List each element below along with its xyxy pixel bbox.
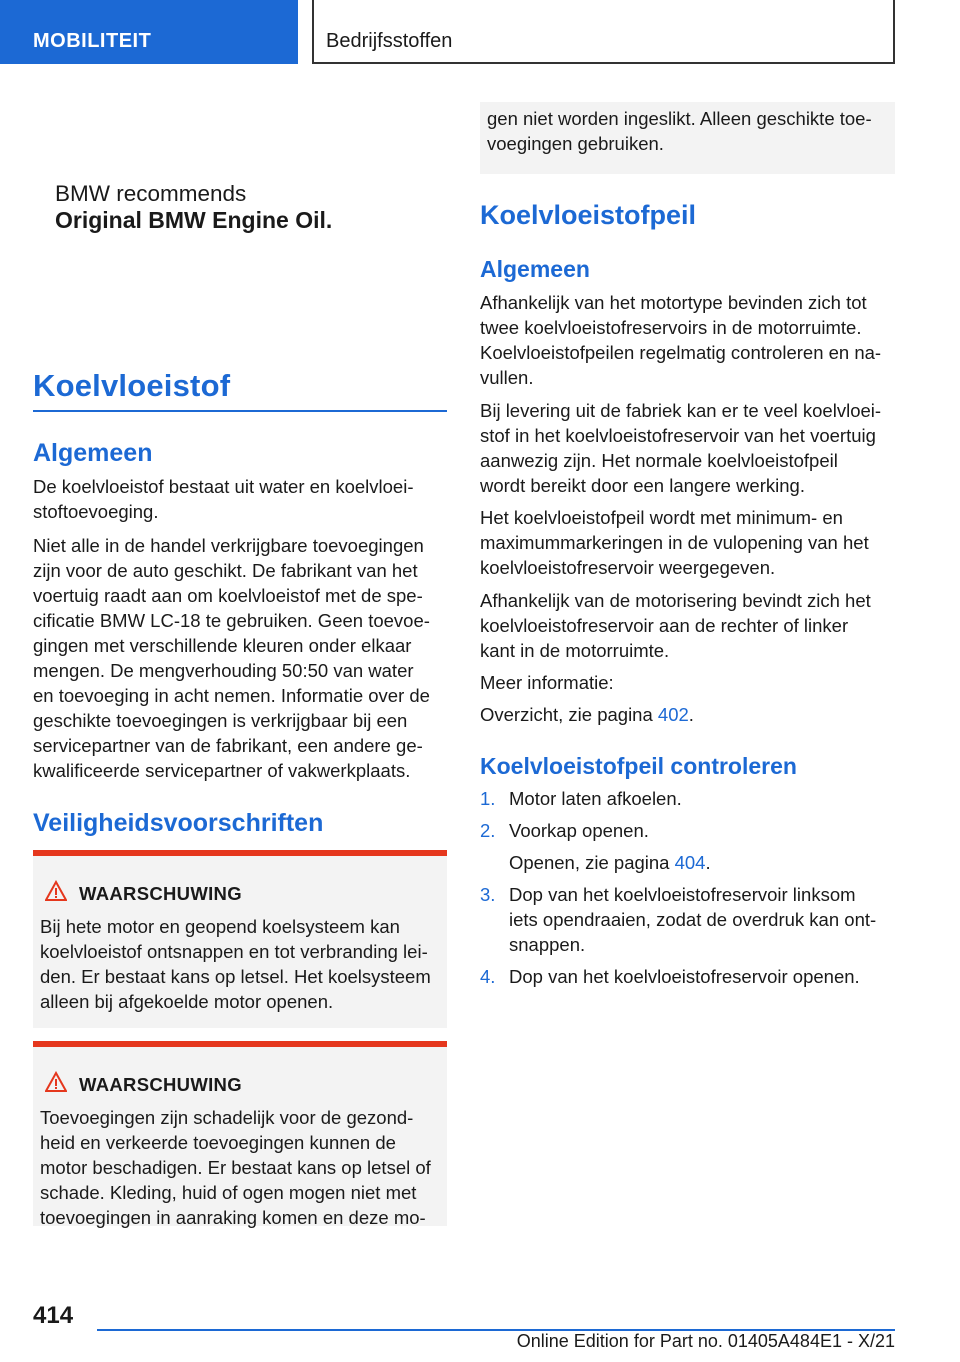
warning-continued-text: gen niet worden ingeslikt. Alleen geschikte toe- voegingen gebruiken. xyxy=(487,108,872,154)
step-text: Voorkap openen. xyxy=(509,820,649,841)
page-link-404[interactable]: 404 xyxy=(674,852,706,873)
paragraph-location: Afhankelijk van de motorisering bevindt zich het koelvloeistofreservoir aan de rechter of linker kant in de motorruimte. xyxy=(480,590,871,661)
paragraph-overview-ref xyxy=(480,702,900,727)
warning-triangle-icon xyxy=(45,880,67,902)
warning-continued-box xyxy=(480,102,895,174)
step-text: Dop van het koelvloeistofreservoir openen. xyxy=(509,966,860,987)
paragraph-reservoirs: Afhankelijk van het motortype bevinden zich tot twee koelvloeistofreservoirs in de motorruimte. Koelvloeistofpeilen regelmatig controleren en na- vullen. xyxy=(480,292,882,388)
step-text: Motor laten afkoelen. xyxy=(509,788,682,809)
chapter-title: Bedrijfsstoffen xyxy=(312,0,895,64)
warning-body-1: Bij hete motor en geopend koelsysteem kan koelvloeistof ontsnappen en tot verbranding lei- den. Er bestaat kans op letsel. Het koelsysteem alleen bij afgekoelde motor openen. xyxy=(40,916,431,1012)
overview-ref-text: Overzicht, zie pagina xyxy=(480,704,658,725)
steps-list xyxy=(480,786,895,996)
paragraph-additives: Niet alle in de handel verkrijgbare toevoegingen zijn voor de auto geschikt. De fabrikant van het voertuig raadt aan om koelvloeistof met de spe- cificatie BMW LC-18 te gebruiken. Geen toevoe- gingen met verschillende kleuren onder elkaar mengen. De mengverhouding 50:50 van water en toevoeging in acht nemen. Informatie over de geschikte toevoegingen is verkrijgbaar bij een servicepartner van de fabrikant, een andere ge- kwalificeerde servicepartner of vakwerkplaats. xyxy=(33,535,430,781)
heading-koelvloeistofpeil: Koelvloeistofpeil xyxy=(480,200,697,230)
step-number: 3. xyxy=(480,884,496,905)
step-text: Dop van het koelvloeistofreservoir linksom iets opendraaien, zodat de overdruk kan ont- snappen. xyxy=(509,884,877,955)
step-2-ref-suffix: . xyxy=(705,852,711,873)
page-link-402[interactable]: 402 xyxy=(657,704,689,725)
overview-ref-suffix: . xyxy=(688,704,694,725)
heading-rule xyxy=(33,410,447,412)
warning-body-2: Toevoegingen zijn schadelijk voor de gezond- heid en verkeerde toevoegingen kunnen de motor beschadigen. Er bestaat kans op letsel of schade. Kleding, huid of ogen mogen niet met toevoegingen in aanraking komen en deze mo- xyxy=(40,1107,431,1228)
warning-box-2 xyxy=(33,1041,447,1226)
paragraph-intro: De koelvloeistof bestaat uit water en koelvloei- stoftoevoeging. xyxy=(33,476,414,522)
step-number: 1. xyxy=(480,788,496,809)
page-number: 414 xyxy=(33,1302,74,1329)
warning-title-1: WAARSCHUWING xyxy=(79,883,242,904)
step-2-subtext xyxy=(509,850,894,875)
heading-check-level: Koelvloeistofpeil controleren xyxy=(480,753,797,779)
paragraph-markings: Het koelvloeistofpeil wordt met minimum- en maximummarkeringen in de vulopening van het koelvloeistofreservoir weergegeven. xyxy=(480,507,869,578)
paragraph-factory-level: Bij levering uit de fabriek kan er te veel koelvloei- stof in het koelvloeistofreservoir van het voertuig aanwezig zijn. Het normale koelvloeistofpeil wordt bereikt door een langere werking. xyxy=(480,400,882,496)
footer-edition: Online Edition for Part no. 01405A484E1 - X/21 xyxy=(516,1331,895,1351)
paragraph-more-info: Meer informatie: xyxy=(480,672,614,693)
warning-title-2: WAARSCHUWING xyxy=(79,1074,242,1095)
step-number: 2. xyxy=(480,820,496,841)
warning-triangle-icon xyxy=(45,1071,67,1093)
heading-algemeen-left: Algemeen xyxy=(33,439,153,467)
oil-advert-line1: BMW recommends xyxy=(55,181,247,206)
oil-advert-line2: Original BMW Engine Oil. xyxy=(55,207,333,233)
oil-advert xyxy=(55,180,435,234)
warning-box-1 xyxy=(33,850,447,1028)
heading-algemeen-right: Algemeen xyxy=(480,256,590,282)
step-number: 4. xyxy=(480,966,496,987)
heading-safety: Veiligheidsvoorschriften xyxy=(33,809,324,837)
heading-koelvloeistof: Koelvloeistof xyxy=(33,368,231,403)
section-tab[interactable]: MOBILITEIT xyxy=(0,0,298,64)
step-2-ref-text: Openen, zie pagina xyxy=(509,852,675,873)
